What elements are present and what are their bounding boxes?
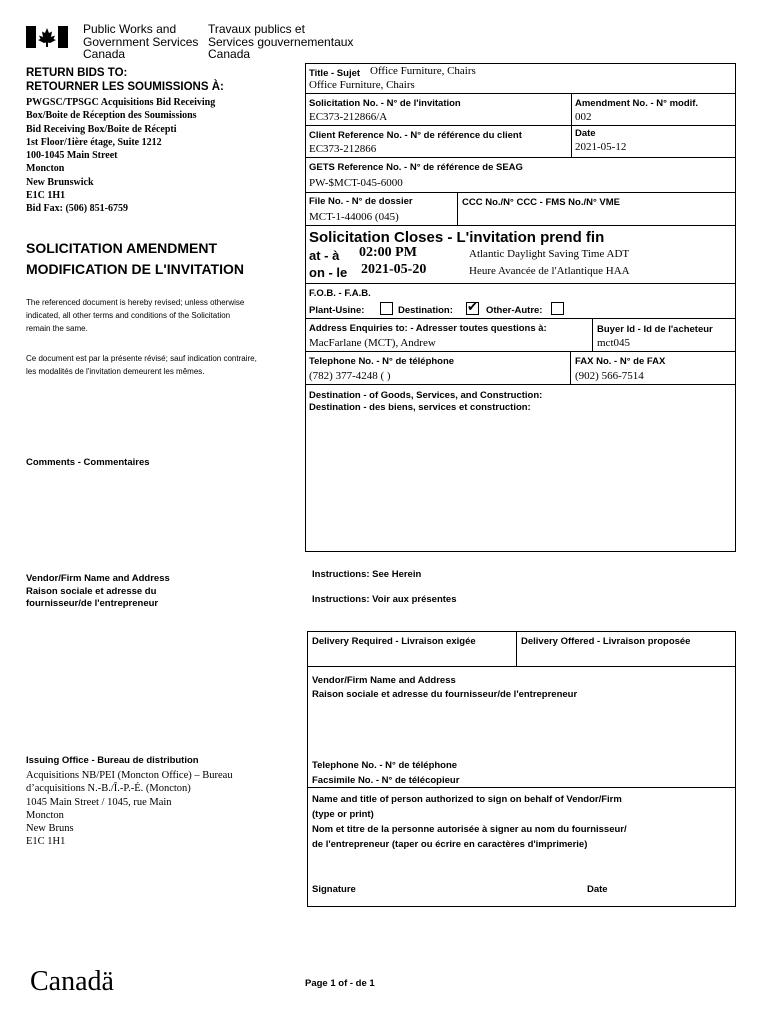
other-checkbox[interactable]	[551, 302, 564, 315]
form-divider	[570, 351, 571, 384]
address-line: New Brunswick	[26, 176, 94, 188]
timezone-en: Atlantic Daylight Saving Time ADT	[469, 248, 630, 260]
date-label: Date	[575, 128, 596, 139]
solicitation-no-label: Solicitation No. - N° de l'invitation	[309, 98, 461, 109]
address-line: PWGSC/TPSGC Acquisitions Bid Receiving	[26, 97, 216, 108]
address-line: Acquisitions NB/PEI (Moncton Office) – Bureau	[26, 770, 233, 781]
amendment-title	[26, 238, 244, 280]
department-line: Government Services	[83, 34, 199, 49]
note-line: les modalités de l'invitation demeurent les mêmes.	[26, 367, 205, 376]
issuing-office-address	[26, 769, 233, 849]
address-line: 1045 Main Street / 1045, rue Main	[26, 796, 172, 808]
address-line: 100-1045 Main Street	[26, 150, 118, 162]
amendment-title-fr: MODIFICATION DE L'INVITATION	[26, 261, 244, 277]
form-divider	[516, 631, 517, 666]
department-line: Canada	[208, 47, 251, 61]
form-rule	[305, 318, 736, 319]
address-line: Bid Receiving Box/Boite de Récepti	[26, 123, 177, 135]
form-rule	[305, 283, 736, 284]
destination-goods-en: Destination - of Goods, Services, and Construction:	[309, 390, 543, 401]
form-rule	[305, 225, 736, 226]
address-line: Box/Boite de Réception des Soumissions	[26, 110, 197, 122]
closing-time-value: 02:00 PM	[359, 245, 417, 260]
form-rule	[305, 125, 736, 126]
closes-at-label: at - à	[309, 248, 340, 263]
form-rule	[307, 787, 736, 788]
vendor-label-line: fournisseur/de l'entrepreneur	[26, 598, 159, 609]
canada-flag-icon	[26, 26, 68, 48]
authorized-signer-line: (type or print)	[312, 809, 374, 820]
closes-on-label: on - le	[309, 265, 348, 280]
amendment-note-fr	[26, 352, 257, 378]
government-flag-symbol	[26, 26, 68, 48]
form-divider	[571, 93, 572, 157]
page-number: Page 1 of - de 1	[305, 978, 375, 989]
vendor-name-line: Raison sociale et adresse du fournisseur/de l'entrepreneur	[312, 689, 578, 700]
checkmark-icon: ✔	[467, 299, 478, 314]
form-rule	[307, 666, 736, 667]
form-rule	[305, 351, 736, 352]
other-label: Other-Autre:	[486, 305, 543, 316]
telephone-value: (782) 377-4248 ( )	[309, 370, 391, 382]
note-line: indicated, all other terms and conditions of the Solicitation	[26, 311, 231, 320]
vendor-name-field[interactable]	[310, 702, 732, 756]
buyer-id-value: mct045	[597, 337, 630, 349]
department-name-fr	[208, 23, 353, 61]
timezone-fr: Heure Avancée de l'Atlantique HAA	[469, 265, 630, 277]
address-line: E1C 1H1	[26, 190, 66, 202]
address-enquiries-value: MacFarlane (MCT), Andrew	[309, 337, 436, 349]
solicitation-no-value: EC373-212866/A	[309, 111, 388, 123]
form-rule	[305, 157, 736, 158]
title-label: Title - Sujet	[309, 68, 361, 79]
client-reference-label: Client Reference No. - N° de référence du client	[309, 130, 522, 141]
gets-reference-label: GETS Reference No. - N° de référence de SEAG	[309, 162, 523, 173]
note-line: remain the same.	[26, 324, 88, 333]
destination-goods-label	[309, 390, 542, 414]
amendment-no-value: 002	[575, 111, 592, 123]
amendment-title-en: SOLICITATION AMENDMENT	[26, 240, 218, 256]
address-enquiries-label: Address Enquiries to: - Adresser toutes questions à:	[309, 323, 547, 334]
authorized-signer-line: Name and title of person authorized to sign on behalf of Vendor/Firm	[312, 794, 622, 805]
title-value: Office Furniture, Chairs	[370, 65, 476, 77]
canada-wordmark: Canadä	[30, 966, 114, 997]
gets-reference-value: PW-$MCT-045-6000	[309, 177, 403, 189]
vendor-label-line: Raison sociale et adresse du	[26, 585, 157, 597]
file-no-label: File No. - N° de dossier	[309, 196, 413, 207]
authorized-signer-line: Nom et titre de la personne autorisée à signer au nom du fournisseur/	[312, 824, 627, 835]
form-rule	[305, 384, 736, 385]
client-reference-value: EC373-212866	[309, 143, 377, 155]
vendor-label	[26, 573, 170, 611]
telephone-label: Telephone No. - N° de téléphone	[309, 356, 455, 367]
address-line: E1C 1H1	[26, 836, 66, 848]
delivery-offered-label: Delivery Offered - Livraison proposée	[521, 636, 691, 647]
department-line: Services gouvernementaux	[208, 34, 354, 49]
return-bids-address	[26, 96, 215, 216]
authorized-signer-line: de l'entrepreneur (taper ou écrire en caractères d'imprimerie)	[312, 839, 588, 850]
fax-label: FAX No. - N° de FAX	[575, 356, 666, 367]
department-line: Travaux publics et	[208, 22, 305, 36]
authorized-signer-label	[312, 792, 627, 852]
vendor-facsimile-label: Facsimile No. - N° de télécopieur	[312, 775, 460, 786]
department-line: Canada	[83, 47, 126, 61]
form-divider	[457, 192, 458, 225]
vendor-telephone-label: Telephone No. - N° de téléphone	[312, 760, 458, 771]
instructions-en: Instructions: See Herein	[312, 569, 422, 580]
amendment-note-en	[26, 296, 244, 335]
return-bids-title-fr: RETOURNER LES SOUMISSIONS À:	[26, 81, 224, 93]
plant-checkbox[interactable]	[380, 302, 393, 315]
department-line: Public Works and	[83, 22, 177, 36]
note-line: The referenced document is hereby revised; unless otherwise	[26, 298, 245, 307]
address-line: Bid Fax: (506) 851-6759	[26, 203, 128, 215]
issuing-office-label: Issuing Office - Bureau de distribution	[26, 755, 199, 766]
title-value-2: Office Furniture, Chairs	[309, 79, 415, 91]
delivery-required-label: Delivery Required - Livraison exigée	[312, 636, 476, 647]
instructions-fr: Instructions: Voir aux présentes	[312, 594, 457, 605]
vendor-name-address-label	[312, 674, 577, 702]
destination-label: Destination:	[398, 305, 453, 316]
vendor-name-line: Vendor/Firm Name and Address	[312, 675, 456, 686]
signature-date-label: Date	[587, 884, 608, 895]
return-bids-title	[26, 66, 224, 94]
return-bids-title-en: RETURN BIDS TO:	[26, 67, 128, 79]
fob-label: F.O.B. - F.A.B.	[309, 288, 371, 299]
comments-label: Comments - Commentaires	[26, 457, 150, 468]
signature-label: Signature	[312, 884, 356, 895]
solicitation-closes-title: Solicitation Closes - L'invitation prend fin	[309, 229, 605, 246]
amendment-no-label: Amendment No. - N° modif.	[575, 98, 699, 109]
closing-date-value: 2021-05-20	[361, 262, 427, 277]
address-line: Moncton	[26, 809, 64, 821]
department-name-en	[83, 23, 198, 61]
destination-goods-fr: Destination - des biens, services et construction:	[309, 402, 531, 413]
file-no-value: MCT-1-44006 (045)	[309, 211, 399, 223]
address-line: d’acquisitions N.-B./Î.-P.-É. (Moncton)	[26, 783, 191, 795]
destination-checkbox[interactable]	[466, 299, 479, 315]
date-value: 2021-05-12	[575, 141, 627, 153]
address-line: 1st Floor/1ière étage, Suite 1212	[26, 136, 162, 148]
fax-value: (902) 566-7514	[575, 370, 644, 382]
form-rule	[305, 93, 736, 94]
vendor-label-line: Vendor/Firm Name and Address	[26, 573, 170, 584]
note-line: Ce document est par la présente révisé; sauf indication contraire,	[26, 354, 257, 363]
address-line: Moncton	[26, 163, 65, 175]
address-line: New Bruns	[26, 823, 74, 835]
plant-label: Plant-Usine:	[309, 305, 365, 316]
form-rule	[305, 192, 736, 193]
buyer-id-label: Buyer Id - Id de l'acheteur	[597, 324, 713, 335]
form-divider	[592, 318, 593, 351]
ccc-no-label: CCC No./N° CCC - FMS No./N° VME	[462, 197, 621, 208]
